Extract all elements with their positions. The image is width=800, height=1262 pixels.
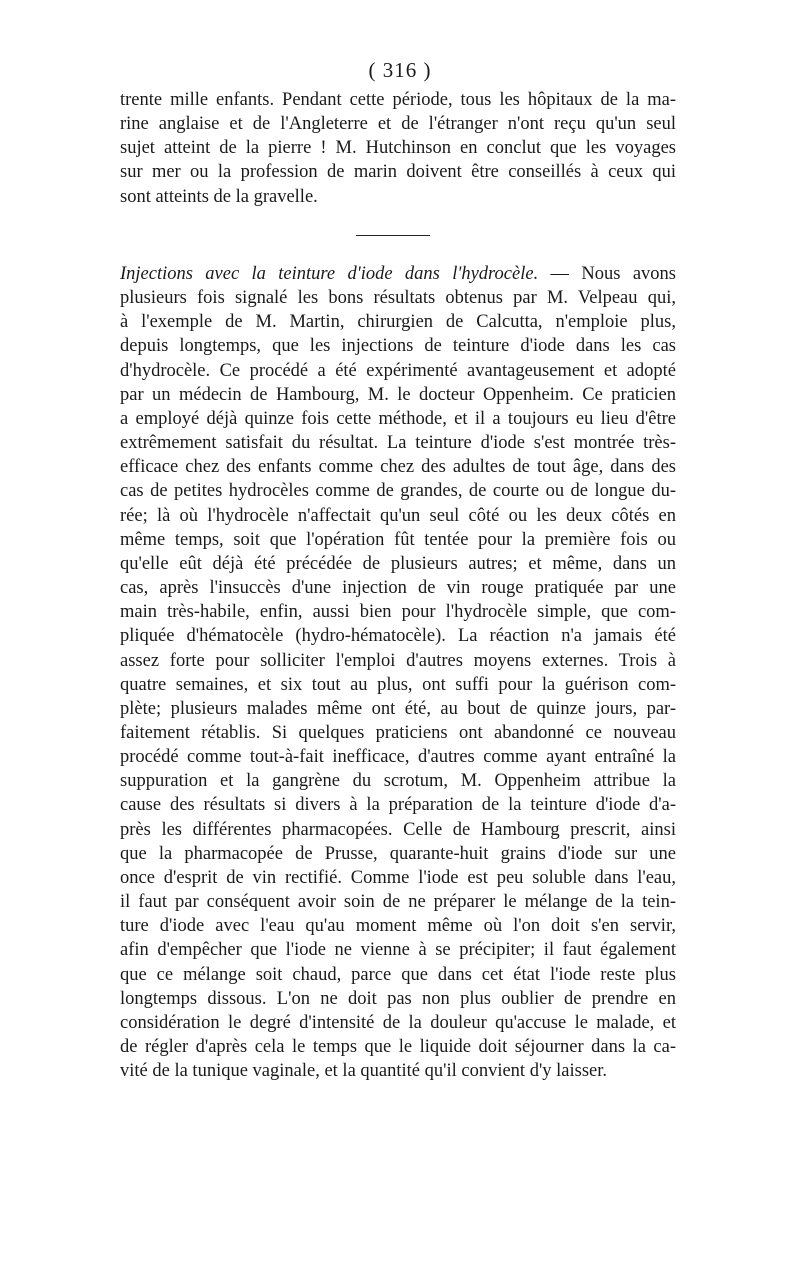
paragraph-heading-line (120, 262, 676, 286)
text-line: cas de petites hydrocèles comme de grandes, de courte ou de longue du- (120, 481, 676, 502)
text-line: efficace chez des enfants comme chez des adultes de tout âge, dans des (120, 457, 676, 478)
text-line: sont atteints de la gravelle. (120, 186, 318, 207)
text-line: cause des résultats si divers à la préparation de la teinture d'iode d'a- (120, 795, 676, 816)
text-line: ture d'iode avec l'eau qu'au moment même où l'on doit s'en servir, (120, 916, 676, 937)
text-line: suppuration et la gangrène du scrotum, M. Oppenheim attribue la (120, 771, 676, 792)
text-line: que la pharmacopée de Prusse, quarante-huit grains d'iode sur une (120, 843, 676, 864)
text-line: même temps, soit que l'opération fût tentée pour la première fois ou (120, 529, 676, 550)
text-line: sur mer ou la profession de marin doivent être conseillés à ceux qui (120, 162, 676, 183)
text-line: que ce mélange soit chaud, parce que dans cet état l'iode reste plus (120, 964, 676, 985)
text-line: extrêmement satisfait du résultat. La teinture d'iode s'est montrée très- (120, 433, 676, 454)
paragraph-gravel (120, 88, 676, 209)
text-line: d'hydrocèle. Ce procédé a été expérimenté avantageusement et adopté (120, 360, 676, 381)
text-line: trente mille enfants. Pendant cette période, tous les hôpitaux de la ma- (120, 90, 676, 110)
page-number: ( 316 ) (368, 58, 432, 82)
text-line: vité de la tunique vaginale, et la quantité qu'il convient d'y laisser. (120, 1061, 608, 1082)
text-line: par un médecin de Hambourg, M. le docteur Oppenheim. Ce praticien (120, 384, 676, 405)
section-divider (356, 235, 430, 236)
text-line: a employé déjà quinze fois cette méthode, et il a toujours eu lieu d'être (120, 408, 676, 429)
text-line: once d'esprit de vin rectifié. Comme l'iode est peu soluble dans l'eau, (120, 867, 676, 888)
text-line: pliquée d'hématocèle (hydro-hématocèle). La réaction n'a jamais été (120, 626, 676, 647)
text-line: afin d'empêcher que l'iode ne vienne à se précipiter; il faut également (120, 940, 676, 961)
text-line: main très-habile, enfin, aussi bien pour l'hydrocèle simple, que com- (120, 602, 676, 623)
text-line: près les différentes pharmacopées. Celle de Hambourg prescrit, ainsi (120, 819, 676, 840)
paragraph-iodine-injections (120, 262, 676, 1083)
text-line: procédé comme tout-à-fait inefficace, d'autres comme ayant entraîné la (120, 747, 676, 768)
text-line: à l'exemple de M. Martin, chirurgien de Calcutta, n'emploie plus, (120, 312, 676, 333)
text-line: cas, après l'insuccès d'une injection de vin rouge pratiquée par une (120, 578, 676, 599)
text-line: rée; là où l'hydrocèle n'affectait qu'un seul côté ou les deux côtés en (120, 505, 676, 526)
heading-continuation: — Nous avons (538, 264, 676, 284)
text-line: qu'elle eût déjà été précédée de plusieurs autres; et même, dans un (120, 553, 676, 574)
text-line: il faut par conséquent avoir soin de ne préparer le mélange de la tein- (120, 892, 676, 913)
text-line: plusieurs fois signalé les bons résultats obtenus par M. Velpeau qui, (120, 288, 676, 309)
section-title: Injections avec la teinture d'iode dans l'hydrocèle. (120, 264, 539, 284)
text-line: plète; plusieurs malades même ont été, au bout de quinze jours, par- (120, 698, 676, 719)
text-line: faitement rétablis. Si quelques praticiens ont abandonné ce nouveau (120, 722, 676, 743)
text-line: depuis longtemps, que les injections de teinture d'iode dans les cas (120, 336, 676, 357)
text-line: quatre semaines, et six tout au plus, ont suffi pour la guérison com- (120, 674, 676, 695)
text-line: sujet atteint de la pierre ! M. Hutchinson en conclut que les voyages (120, 138, 676, 159)
text-line: longtemps dissous. L'on ne doit pas non plus oublier de prendre en (120, 988, 676, 1009)
text-line: considération le degré d'intensité de la douleur qu'accuse le malade, et (120, 1012, 676, 1033)
text-line: rine anglaise et de l'Angleterre et de l'étranger n'ont reçu qu'un seul (120, 114, 676, 135)
text-line: assez forte pour solliciter l'emploi d'autres moyens externes. Trois à (120, 650, 676, 671)
text-line: de régler d'après cela le temps que le liquide doit séjourner dans la ca- (120, 1037, 676, 1057)
